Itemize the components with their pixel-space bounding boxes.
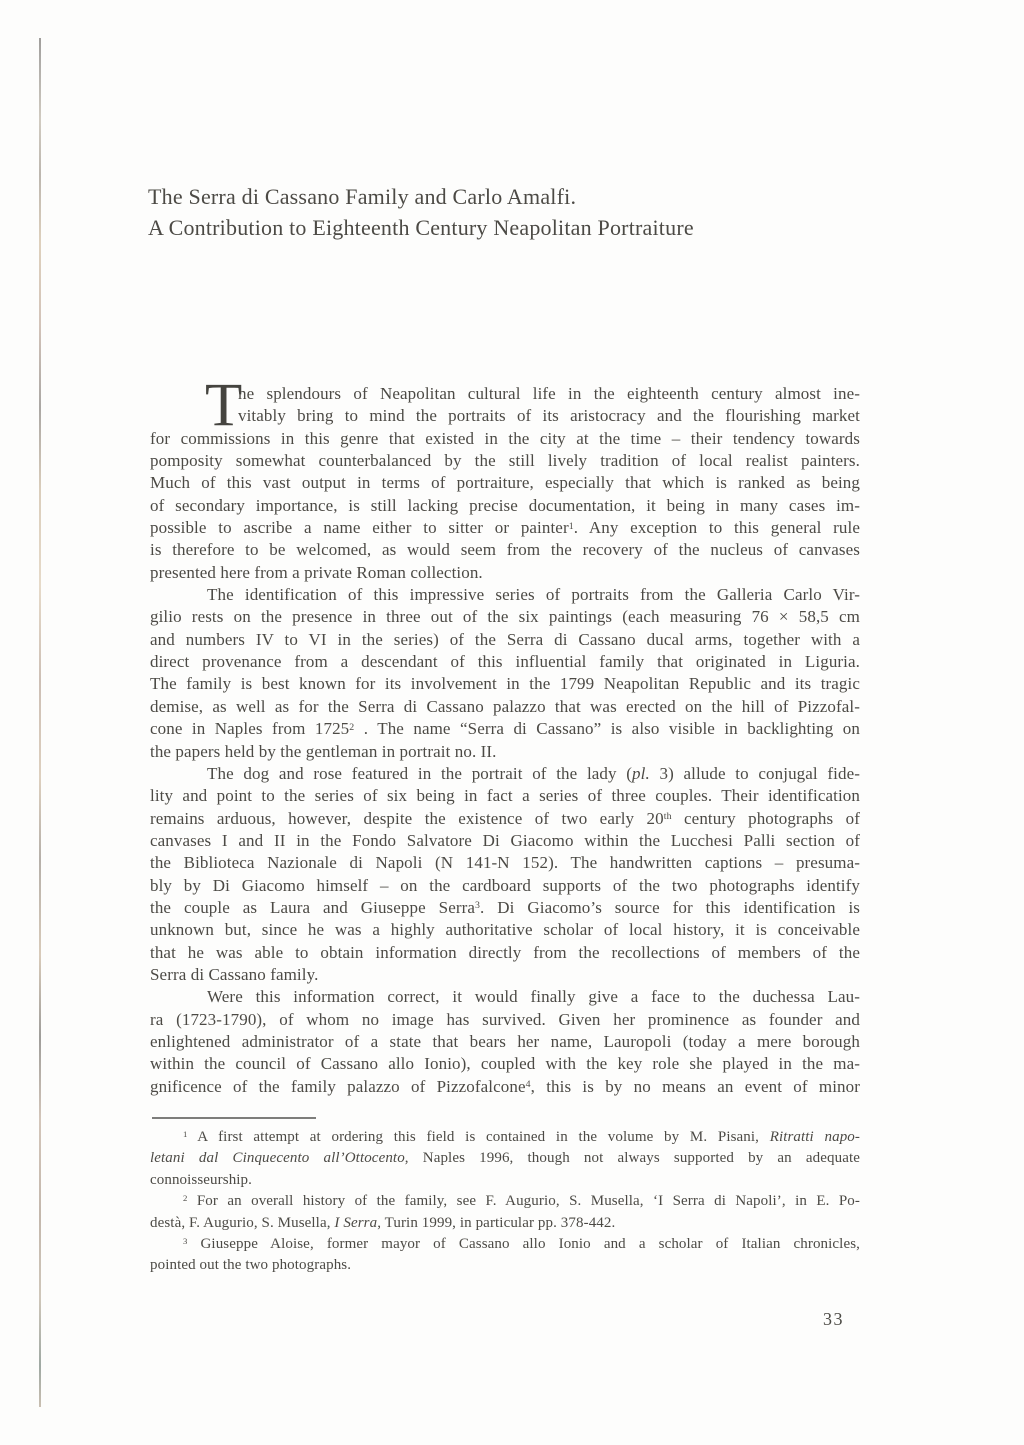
text-line: letani dal Cinquecento all’Ottocento, Naples 1996, though not always supported by an adequate: [150, 1150, 860, 1167]
text-line: remains arduous, however, despite the existence of two early 20th century photographs of: [150, 808, 860, 828]
text-line: $^3$ Giuseppe Aloise, former mayor of Cassano allo Ionio and a scholar of Italian chronicles,: [183, 1236, 860, 1253]
paragraph: [150, 763, 860, 986]
text-line: gnificence of the family palazzo of Pizzofalcone$^4$, this is by no means an event of minor: [150, 1076, 860, 1096]
paragraph: [150, 1191, 860, 1234]
text-line: bly by Di Giacomo himself – on the cardboard supports of the two photographs identify: [150, 875, 860, 895]
page-gutter-scan-line: [39, 38, 41, 1407]
text-line: The family is best known for its involvement in the 1799 Neapolitan Republic and its tragic: [150, 674, 860, 694]
text-line: The identification of this impressive series of portraits from the Galleria Carlo Vir-: [207, 585, 860, 605]
text-line: canvases I and II in the Fondo Salvatore Di Giacomo within the Lucchesi Palli section of: [150, 830, 860, 850]
text-line: Serra di Cassano family.: [150, 964, 319, 984]
text-line: he splendours of Neapolitan cultural life in the eighteenth century almost ine-: [238, 384, 860, 403]
text-line: pointed out the two photographs.: [150, 1257, 352, 1274]
text-line: gilio rests on the presence in three out of the six paintings (each measuring 76 × 58,5 cm: [150, 607, 860, 627]
text-line: vitably bring to mind the portraits of its aristocracy and the flourishing market: [238, 406, 860, 426]
drop-cap: T: [205, 372, 243, 439]
text-line: and numbers IV to VI in the series) of the Serra di Cassano ducal arms, together with a: [150, 629, 860, 649]
text-line: cone in Naples from 1725$^2$ . The name “Serra di Cassano” is also visible in backlighting on: [150, 719, 861, 739]
text-line: Were this information correct, it would finally give a face to the duchessa Lau-: [207, 987, 860, 1007]
paragraph: [150, 1127, 860, 1191]
article-title-line1: The Serra di Cassano Family and Carlo Amalfi.: [148, 184, 577, 209]
text-line: of secondary importance, is still lacking precise documentation, it being in many cases im-: [150, 495, 860, 515]
text-line: the Biblioteca Nazionale di Napoli (N 141-N 152). The handwritten captions – presuma-: [150, 853, 860, 873]
text-line: for commissions in this genre that existed in the city at the time – their tendency towards: [150, 428, 860, 448]
text-line: possible to ascribe a name either to sitter or painter$^1$. Any exception to this general rule: [150, 518, 860, 538]
text-line: that he was able to obtain information directly from the recollections of members of the: [150, 942, 860, 962]
article-title-line2: A Contribution to Eighteenth Century Neapolitan Portraiture: [148, 215, 694, 240]
text-line: ra (1723-1790), of whom no image has survived. Given her prominence as founder and: [150, 1009, 860, 1029]
text-line: Much of this vast output in terms of portraiture, especially that which is ranked as being: [150, 473, 860, 493]
text-line: $^1$ A first attempt at ordering this field is contained in the volume by M. Pisani, Ritratti napo-: [183, 1129, 860, 1145]
text-line: is therefore to be welcomed, as would seem from the recovery of the nucleus of canvases: [150, 540, 860, 560]
text-line: unknown but, since he was a highly authoritative scholar of local history, it is conceivable: [150, 920, 860, 940]
text-line: $^2$ For an overall history of the family, see F. Augurio, S. Musella, ‘I Serra di Napoli’, in E. Po-: [183, 1193, 860, 1210]
text-line: The dog and rose featured in the portrait of the lady (pl. 3) allude to conjugal fide-: [207, 763, 860, 783]
text-line: pomposity somewhat counterbalanced by the still lively tradition of local realist painters.: [150, 451, 860, 471]
text-line: the couple as Laura and Giuseppe Serra$^3$. Di Giacomo’s source for this identification is: [150, 897, 860, 917]
text-line: destà, F. Augurio, S. Musella, I Serra, Turin 1999, in particular pp. 378-442.: [150, 1214, 616, 1231]
text-line: lity and point to the series of six being in fact a series of three couples. Their identification: [150, 786, 860, 806]
footnotes: [150, 1127, 860, 1277]
body-text: [150, 372, 861, 1098]
paragraph: [150, 1234, 860, 1277]
paragraph: [150, 986, 860, 1098]
paragraph: [150, 372, 860, 584]
text-line: within the council of Cassano allo Ionio), coupled with the key role she played in the ma-: [150, 1054, 860, 1074]
page-number: 33: [823, 1309, 844, 1329]
paragraph: [150, 584, 860, 763]
text-line: the papers held by the gentleman in portrait no. II.: [150, 741, 497, 761]
text-line: demise, as well as for the Serra di Cassano palazzo that was erected on the hill of Pizzofal-: [150, 696, 860, 716]
article-title: [148, 181, 908, 243]
text-line: direct provenance from a descendant of this influential family that originated in Liguria.: [150, 652, 860, 672]
text-line: enlightened administrator of a state that bears her name, Lauropoli (today a mere borough: [150, 1031, 860, 1051]
footnote-separator-rule: [152, 1117, 316, 1119]
text-line: connoisseurship.: [150, 1171, 253, 1188]
text-line: presented here from a private Roman collection.: [150, 562, 483, 582]
